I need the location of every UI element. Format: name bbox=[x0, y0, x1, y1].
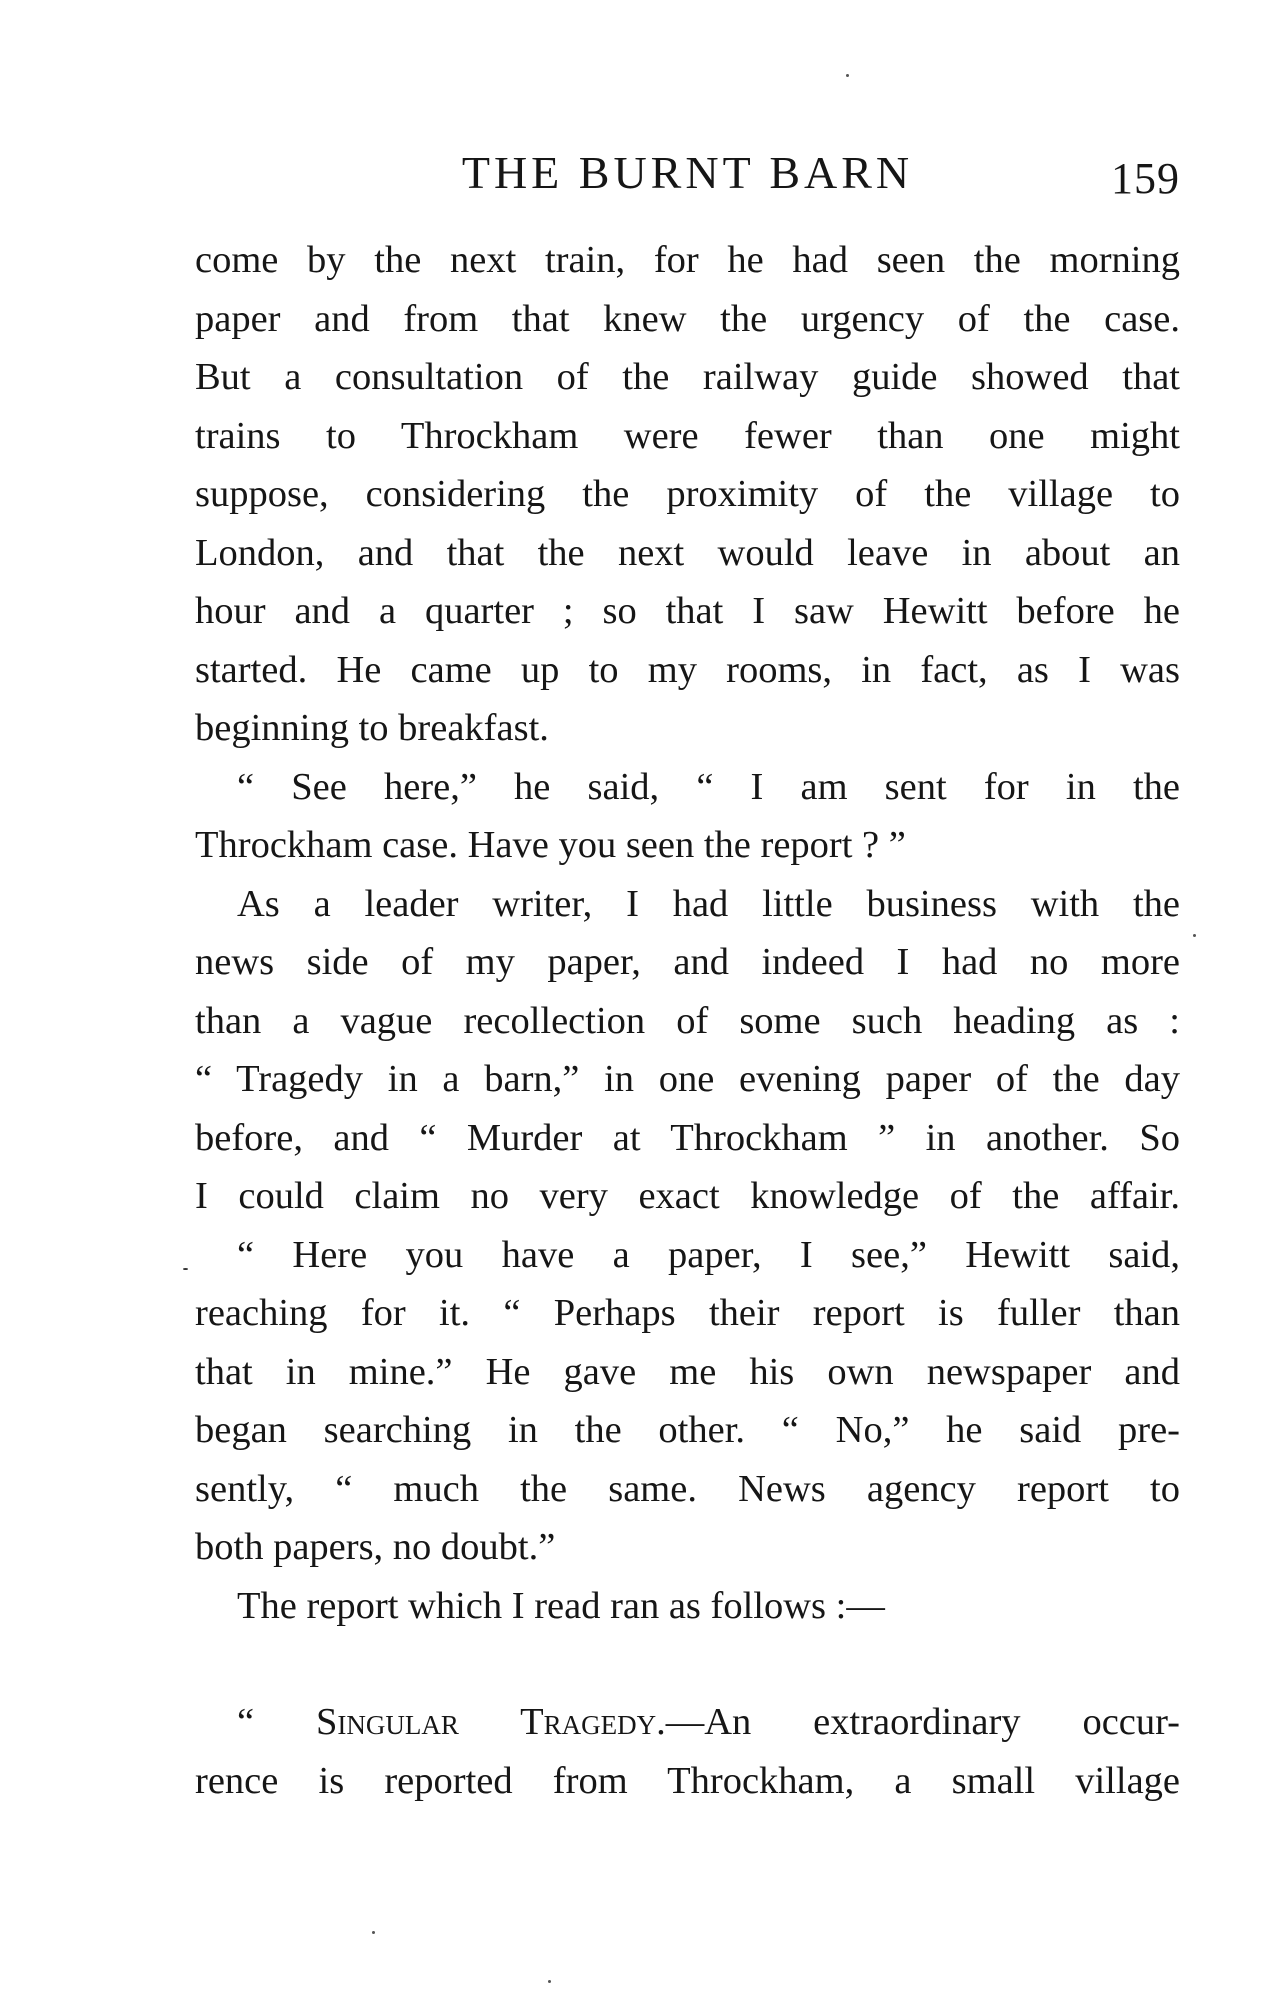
text-line: come by the next train, for he had seen the morning bbox=[195, 239, 1180, 281]
text-line: began searching in the other. “ No,” he said pre- bbox=[195, 1409, 1180, 1451]
print-speck bbox=[372, 1931, 375, 1934]
text-line: than a vague recollection of some such heading as : bbox=[195, 999, 1180, 1042]
report-text: —An extraordinary occur- bbox=[665, 1701, 1180, 1743]
text-line: As a leader writer, I had little business with the bbox=[237, 882, 1180, 925]
text-line: beginning to breakfast. bbox=[195, 707, 549, 749]
body-text bbox=[195, 231, 1180, 1810]
open-quote: “ bbox=[237, 1701, 316, 1743]
print-speck bbox=[846, 74, 849, 77]
text-line: “ Here you have a paper, I see,” Hewitt said, bbox=[237, 1233, 1180, 1276]
text-line: trains to Throckham were fewer than one might bbox=[195, 414, 1180, 457]
text-line: started. He came up to my rooms, in fact, as I was bbox=[195, 648, 1180, 691]
text-line: suppose, considering the proximity of the village to bbox=[195, 473, 1180, 515]
text-line: both papers, no doubt.” bbox=[195, 1526, 556, 1568]
section-gap bbox=[195, 1635, 1180, 1693]
text-line: “ See here,” he said, “ I am sent for in the bbox=[237, 765, 1180, 808]
text-line: “ Tragedy in a barn,” in one evening paper of the day bbox=[195, 1058, 1180, 1100]
text-line: before, and “ Murder at Throckham ” in another. So bbox=[195, 1116, 1180, 1159]
running-title: THE BURNT BARN bbox=[461, 147, 914, 198]
text-line: I could claim no very exact knowledge of the affair. bbox=[195, 1175, 1180, 1217]
report-heading: Singular Tragedy. bbox=[315, 1701, 666, 1743]
text-line: reaching for it. “ Perhaps their report is fuller than bbox=[195, 1292, 1180, 1334]
page-number: 159 bbox=[1111, 154, 1180, 203]
text-line: news side of my paper, and indeed I had no more bbox=[195, 941, 1180, 983]
text-line: that in mine.” He gave me his own newspaper and bbox=[195, 1350, 1180, 1393]
text-line: sently, “ much the same. News agency report to bbox=[195, 1467, 1180, 1510]
text-line: But a consultation of the railway guide showed that bbox=[195, 356, 1180, 398]
text-line: Throckham case. Have you seen the report ? ” bbox=[195, 824, 906, 866]
text-line: London, and that the next would leave in about an bbox=[195, 531, 1180, 574]
text-line: paper and from that knew the urgency of the case. bbox=[195, 297, 1180, 340]
print-speck bbox=[1193, 934, 1196, 937]
text-line: hour and a quarter ; so that I saw Hewitt before he bbox=[195, 590, 1180, 632]
text-line: The report which I read ran as follows :— bbox=[237, 1584, 885, 1627]
report-line: rence is reported from Throckham, a small village bbox=[195, 1759, 1180, 1802]
print-speck bbox=[548, 1980, 551, 1983]
print-speck bbox=[183, 1268, 188, 1270]
running-head bbox=[195, 143, 1180, 203]
report-line bbox=[195, 1693, 1180, 1752]
